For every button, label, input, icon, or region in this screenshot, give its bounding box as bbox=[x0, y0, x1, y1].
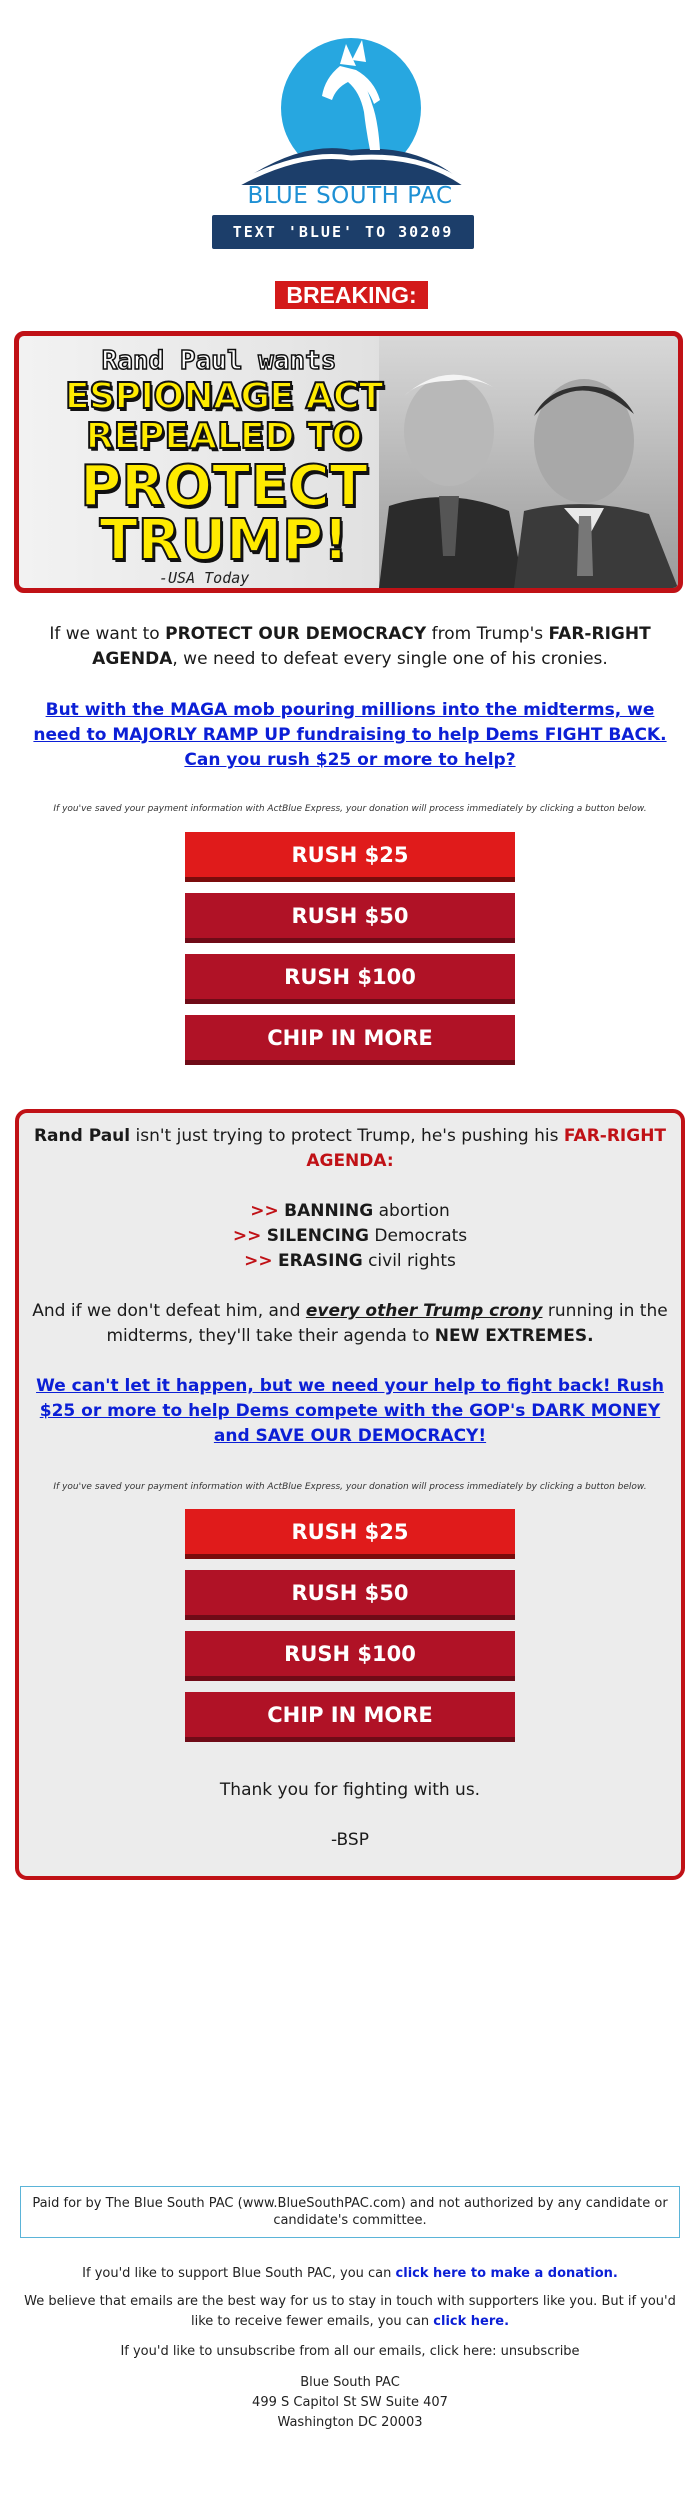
agenda-item bbox=[30, 1224, 670, 1249]
agenda-item bbox=[30, 1249, 670, 1274]
rush-50-button[interactable]: RUSH $50 bbox=[185, 893, 515, 943]
box-actblue-express-note: If you've saved your payment information with ActBlue Express, your donation will process immediately by clicking a button below. bbox=[53, 1482, 647, 1492]
signature: -BSP bbox=[331, 1830, 369, 1850]
footer-text: We believe that emails are the best way for us to stay in touch with supporters like you. But if you'd like to receive fewer emails, you can bbox=[24, 2294, 676, 2329]
agenda-list bbox=[30, 1199, 670, 1274]
arrow-marker-icon: >> bbox=[244, 1251, 273, 1271]
intro-text: If we want to bbox=[49, 624, 166, 644]
hero-headline-4: PROTECT bbox=[80, 454, 368, 519]
hero-headline-3: REPEALED TO bbox=[85, 416, 363, 457]
hero-headline-2: ESPIONAGE ACT bbox=[65, 376, 383, 417]
agenda-item-bold: BANNING bbox=[284, 1201, 374, 1221]
box-paragraph-1 bbox=[30, 1124, 670, 1174]
hero-image[interactable] bbox=[14, 331, 683, 593]
breaking-label: BREAKING: bbox=[275, 281, 428, 309]
support-line bbox=[20, 2264, 680, 2284]
fewer-emails-link[interactable]: click here. bbox=[433, 2314, 510, 2329]
trump-crony-emphasis: every other Trump crony bbox=[305, 1301, 543, 1321]
agenda-item-text: civil rights bbox=[362, 1251, 456, 1271]
intro-paragraph bbox=[30, 622, 670, 672]
donate-link[interactable]: But with the MAGA mob pouring millions into the midterms, we need to MAJORLY RAMP UP fundraising to help Dems FIGHT BACK. Can you rush $25 or more to help? bbox=[33, 700, 667, 770]
agenda-item bbox=[30, 1199, 670, 1224]
agenda-item-text: Democrats bbox=[368, 1226, 468, 1246]
address-block bbox=[20, 2373, 680, 2433]
unsubscribe-line[interactable]: If you'd like to unsubscribe from all our emails, click here: unsubscribe bbox=[120, 2344, 580, 2359]
paid-for-disclaimer: Paid for by The Blue South PAC (www.BlueSouthPAC.com) and not authorized by any candidate or candidate's committee. bbox=[20, 2186, 680, 2238]
address-line: Blue South PAC bbox=[300, 2375, 400, 2390]
arrow-marker-icon: >> bbox=[232, 1226, 262, 1246]
new-extremes-bold: NEW EXTREMES. bbox=[434, 1326, 594, 1346]
donation-link[interactable]: click here to make a donation. bbox=[395, 2266, 618, 2281]
box-chip-in-more-button[interactable]: CHIP IN MORE bbox=[185, 1692, 515, 1742]
agenda-item-text: abortion bbox=[373, 1201, 450, 1221]
intro-bold-agenda: FAR-RIGHT AGENDA bbox=[92, 624, 651, 669]
rush-25-button[interactable]: RUSH $25 bbox=[185, 832, 515, 882]
footer-text: If you'd like to support Blue South PAC, you can bbox=[82, 2266, 396, 2281]
address-line: Washington DC 20003 bbox=[277, 2415, 423, 2430]
address-line: 499 S Capitol St SW Suite 407 bbox=[252, 2395, 448, 2410]
donkey-logo-icon bbox=[0, 0, 700, 185]
logo bbox=[0, 0, 700, 270]
rush-100-button[interactable]: RUSH $100 bbox=[185, 954, 515, 1004]
logo-name: BLUE SOUTH PAC bbox=[247, 183, 453, 209]
agenda-item-bold: SILENCING bbox=[266, 1226, 369, 1246]
hero-headline-5: TRUMP! bbox=[99, 508, 349, 573]
fewer-emails-line bbox=[20, 2292, 680, 2332]
box-paragraph-2 bbox=[30, 1299, 670, 1349]
text-cta-banner: TEXT 'BLUE' TO 30209 bbox=[212, 215, 474, 249]
box-text: running in the midterms, they'll take their agenda to bbox=[106, 1301, 668, 1346]
chip-in-more-button[interactable]: CHIP IN MORE bbox=[185, 1015, 515, 1065]
box-link-wrap bbox=[30, 1374, 670, 1449]
actblue-express-note: If you've saved your payment information with ActBlue Express, your donation will process immediately by clicking a button below. bbox=[53, 804, 647, 814]
box-donate-link[interactable]: We can't let it happen, but we need your help to fight back! Rush $25 or more to help Dems compete with the GOP's DARK MONEY and SAVE OUR DEMOCRACY! bbox=[36, 1376, 664, 1446]
box-text: And if we don't defeat him, and bbox=[32, 1301, 306, 1321]
agenda-item-bold: ERASING bbox=[278, 1251, 363, 1271]
intro-bold-democracy: PROTECT OUR DEMOCRACY bbox=[165, 624, 427, 644]
box-rush-25-button[interactable]: RUSH $25 bbox=[185, 1509, 515, 1559]
hero-source: -USA Today bbox=[159, 569, 250, 587]
far-right-agenda-red: FAR-RIGHT AGENDA: bbox=[306, 1126, 667, 1171]
intro-link-wrap bbox=[30, 698, 670, 773]
box-text: isn't just trying to protect Trump, he's pushing his bbox=[130, 1126, 564, 1146]
box-rush-100-button[interactable]: RUSH $100 bbox=[185, 1631, 515, 1681]
hero-headline-1: Rand Paul wants bbox=[101, 346, 337, 376]
intro-text: from Trump's bbox=[426, 624, 549, 644]
box-rush-50-button[interactable]: RUSH $50 bbox=[185, 1570, 515, 1620]
arrow-marker-icon: >> bbox=[250, 1201, 279, 1221]
thanks-text: Thank you for fighting with us. bbox=[219, 1780, 481, 1800]
rand-paul-bold: Rand Paul bbox=[33, 1126, 131, 1146]
intro-text: , we need to defeat every single one of his cronies. bbox=[172, 649, 608, 669]
